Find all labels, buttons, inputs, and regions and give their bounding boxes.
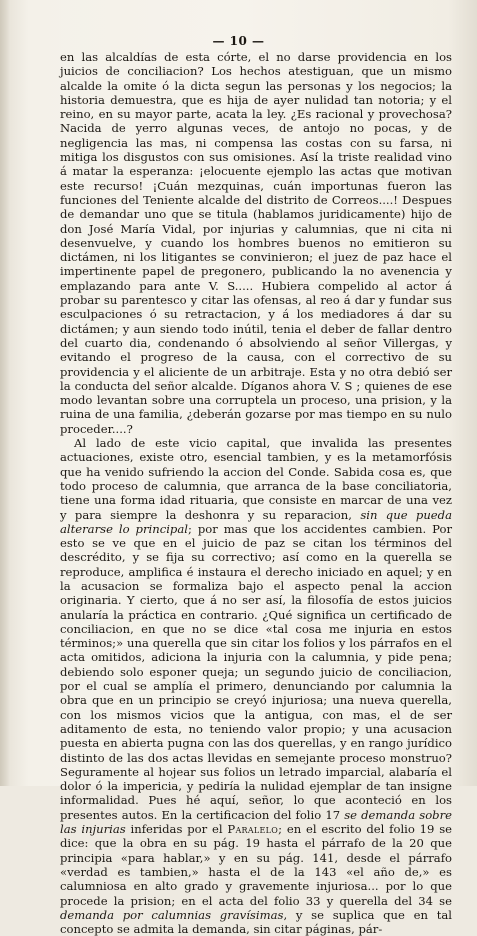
small-caps-title: Paralelo bbox=[227, 822, 279, 837]
paragraph bbox=[60, 50, 452, 436]
italic-phrase: demanda por calumnias gravísimas bbox=[60, 907, 284, 922]
page-gutter-shadow bbox=[0, 0, 10, 786]
page-number: — 10 — bbox=[212, 34, 265, 48]
text-run: en las alcaldías de esta córte, el no darse providencia en los juicios de conciliacion? Los hechos atestiguan, que un mismo alcalde la omite ó la dicta segun las personas y los negocios; la historia demuestra, que es hija de ayer nulidad tan notoria; y el reino, en su mayor parte, acata la ley. ¿Es racional y provechosa? Nacida de yerro algunas veces, de antojo no pocas, y de negligencia las mas, ni compensa las costas con su farsa, ni mitiga los disgustos con sus omisiones. Así la triste realidad vino á matar la esperanza: ¡elocuente ejemplo las actas que motivan este recurso! ¡Cuán mezquinas, cuán importunas fueron las funciones del Teniente alcalde del distrito de Correos....! Despues de demandar uno que se titula (hablamos juridicamente) hijo de don José María Vidal, por injurias y calumnias, que ni cita ni desenvuelve, y cuando los hombres buenos no emitieron su dictámen, ni los litigantes se convinieron; el juez de paz hace el impertinente papel de pregonero, publicando la no avenencia y emplazando para ante V. S..... Hubiera compelido al actor á probar su parentesco y citar las ofensas, al reo á dar y fundar sus esculpaciones ó su retractacion, y á los mediadores á dar su dictámen; y aun siendo todo inútil, tenia el deber de fallar dentro del cuarto dia, condenando ó absolviendo al señor Villergas, y evitando el progreso de la causa, con el correctivo de su providencia y el aliciente de un arbitraje. Esta y no otra debió ser la conducta del señor alcalde. Díganos ahora V. S ; quienes de ese modo levantan sobre una corruptela un proceso, una prision, y la ruina de una familia, ¿deberán gozarse por mas tiempo en su nulo proceder....? bbox=[60, 50, 452, 436]
text-run: inferidas por el bbox=[125, 822, 228, 837]
body-text bbox=[60, 50, 452, 936]
paragraph bbox=[60, 436, 452, 936]
text-run: ; en el escrito del folio 19 se dice: que la obra en su pág. 19 hasta el párrafo de la 20 que principia «para hablar,» y en su pág. 141, desde el párrafo «verdad es tambien,» hasta el de la 143 «el año de,» es calumniosa en alto grado y gravemente injuriosa... por lo que procede la prision; en el acta del folio 33 y querella del 34 se bbox=[60, 822, 453, 908]
text-run: Al lado de este vicio capital, que invalida las presentes actuaciones, existe otro, esencial tambien, y es la metamorfósis que ha venido sufriendo la accion del Conde. Sabida cosa es, que todo proceso de calumnia, que arranca de la base conciliatoria, tiene una forma idad rituaria, que consiste en marcar de una vez y para siempre la deshonra y su reparacion, bbox=[60, 436, 452, 522]
text-run: ; por mas que los accidentes cambien. Por esto se ve que en el juicio de paz se citan los términos del descrédito, y se fija su correctivo; así como en la querella se reproduce, amplifica é instaura el derecho iniciado en aquel; y en la acusacion se formaliza bajo el aspecto penal la accion originaria. Y cierto, que á no ser así, la filosofía de estos juicios anularía la práctica en contrario. ¿Qué significa un certificado de conciliacion, en que no se dice «tal cosa me injuria en estos términos;» una querella que sin citar los folios y los párrafos en el acta omitidos, adiciona la injuria con la calumnia, y pide pena; debiendo solo esponer queja; un segundo juicio de conciliacion, por el cual se amplía el primero, denunciando por calumnia la obra que en un principio se creyó injuriosa; una nueva querella, con los mismos vicios que la antigua, con mas, el de ser aditamento de esta, no teniendo valor propio; y una acusacion puesta en abierta pugna con las dos querellas, y en rango jurídico distinto de las dos actas llevidas en semejante proceso monstruo? Seguramente al hojear sus folios un letrado imparcial, alabaría el dolor ó la impericia, y pediría la nulidad ejemplar de tan insigne informalidad. Pues hé aquí, señor, lo que aconteció en los presentes autos. En la certificacion del folio 17 bbox=[60, 521, 452, 822]
italic-phrase: sin que pueda alterarse lo principal bbox=[60, 507, 452, 536]
text-run: , y se suplica que en tal concepto se admita la demanda, sin citar páginas, pár- bbox=[60, 907, 452, 936]
italic-phrase: se demanda sobre las injurias bbox=[60, 807, 452, 837]
